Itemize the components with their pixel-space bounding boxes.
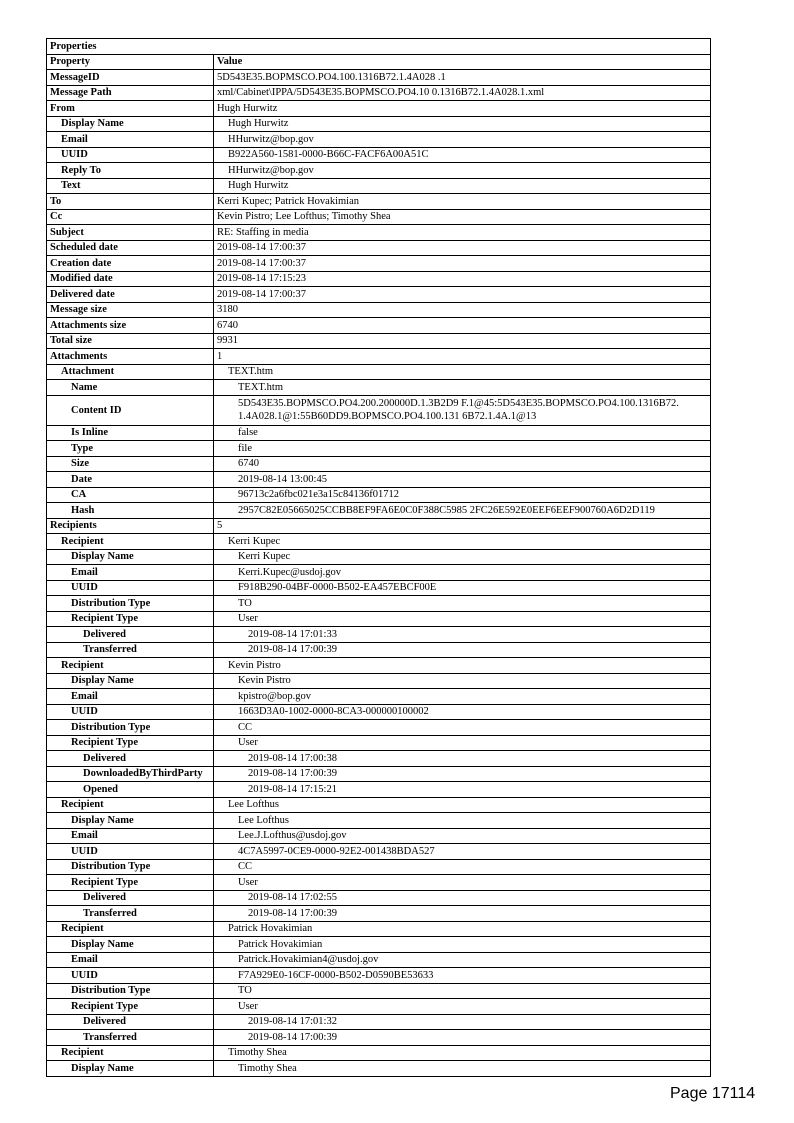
property-value: 1663D3A0-1002-0000-8CA3-000000100002 bbox=[214, 704, 711, 720]
property-name: Recipient bbox=[47, 797, 214, 813]
property-name: Delivered bbox=[47, 1014, 214, 1030]
property-name: Attachments size bbox=[47, 318, 214, 334]
table-row bbox=[47, 333, 711, 349]
properties-table-body bbox=[47, 39, 711, 1077]
property-name: Display Name bbox=[47, 1061, 214, 1077]
property-name: Delivered bbox=[47, 890, 214, 906]
property-value: TEXT.htm bbox=[214, 364, 711, 380]
table-row bbox=[47, 565, 711, 581]
property-value: Kerri.Kupec@usdoj.gov bbox=[214, 565, 711, 581]
table-row bbox=[47, 147, 711, 163]
property-value: TEXT.htm bbox=[214, 380, 711, 396]
table-row bbox=[47, 673, 711, 689]
property-value: Patrick Hovakimian bbox=[214, 937, 711, 953]
property-value: Patrick.Hovakimian4@usdoj.gov bbox=[214, 952, 711, 968]
table-row bbox=[47, 611, 711, 627]
property-value: User bbox=[214, 735, 711, 751]
table-row bbox=[47, 983, 711, 999]
property-value: 5 bbox=[214, 518, 711, 534]
property-name: Display Name bbox=[47, 673, 214, 689]
property-name: Date bbox=[47, 472, 214, 488]
table-row bbox=[47, 116, 711, 132]
property-name: UUID bbox=[47, 580, 214, 596]
property-value: 2019-08-14 17:00:39 bbox=[214, 766, 711, 782]
table-row bbox=[47, 704, 711, 720]
property-name: Email bbox=[47, 952, 214, 968]
table-row bbox=[47, 627, 711, 643]
property-value: 1 bbox=[214, 349, 711, 365]
property-value: xml/Cabinet\IPPA/5D543E35.BOPMSCO.PO4.10 0.1316B72.1.4A028.1.xml bbox=[214, 85, 711, 101]
property-name: Email bbox=[47, 132, 214, 148]
table-title-row bbox=[47, 39, 711, 55]
table-row bbox=[47, 890, 711, 906]
table-row bbox=[47, 85, 711, 101]
property-value: B922A560-1581-0000-B66C-FACF6A00A51C bbox=[214, 147, 711, 163]
property-value: Patrick Hovakimian bbox=[214, 921, 711, 937]
property-value: 6740 bbox=[214, 456, 711, 472]
property-value: Hugh Hurwitz bbox=[214, 178, 711, 194]
property-name: Recipient Type bbox=[47, 999, 214, 1015]
page-number: Page 17114 bbox=[670, 1085, 756, 1102]
property-name: DownloadedByThirdParty bbox=[47, 766, 214, 782]
property-value: Kevin Pistro bbox=[214, 658, 711, 674]
property-name: Attachments bbox=[47, 349, 214, 365]
property-value: Kerri Kupec bbox=[214, 534, 711, 550]
property-value: Kerri Kupec; Patrick Hovakimian bbox=[214, 194, 711, 210]
property-name: CA bbox=[47, 487, 214, 503]
property-name: Recipients bbox=[47, 518, 214, 534]
property-value: 2019-08-14 17:15:21 bbox=[214, 782, 711, 798]
table-row bbox=[47, 1061, 711, 1077]
table-row bbox=[47, 534, 711, 550]
table-row bbox=[47, 751, 711, 767]
property-name: Delivered bbox=[47, 751, 214, 767]
table-row bbox=[47, 70, 711, 86]
property-name: Content ID bbox=[47, 395, 214, 425]
table-row bbox=[47, 287, 711, 303]
table-row bbox=[47, 813, 711, 829]
property-value: 5D543E35.BOPMSCO.PO4.200.200000D.1.3B2D9 F.1@45:5D543E35.BOPMSCO.PO4.100.1316B72. 1.4A028.1@1:55B60DD9.BOPMSCO.PO4.100.131 6B72.1.4A.1@13 bbox=[214, 395, 711, 425]
property-value: User bbox=[214, 875, 711, 891]
table-row bbox=[47, 209, 711, 225]
property-value: Lee Lofthus bbox=[214, 797, 711, 813]
properties-table bbox=[46, 38, 711, 1077]
property-value: 3180 bbox=[214, 302, 711, 318]
property-value: kpistro@bop.gov bbox=[214, 689, 711, 705]
property-name: Recipient Type bbox=[47, 875, 214, 891]
property-value: Lee.J.Lofthus@usdoj.gov bbox=[214, 828, 711, 844]
table-header-row bbox=[47, 54, 711, 70]
table-row bbox=[47, 782, 711, 798]
property-name: Reply To bbox=[47, 163, 214, 179]
property-value: 9931 bbox=[214, 333, 711, 349]
table-row bbox=[47, 380, 711, 396]
table-row bbox=[47, 766, 711, 782]
property-name: Recipient Type bbox=[47, 735, 214, 751]
property-name: Size bbox=[47, 456, 214, 472]
property-value: TO bbox=[214, 596, 711, 612]
table-row bbox=[47, 271, 711, 287]
property-name: Email bbox=[47, 689, 214, 705]
property-name: Text bbox=[47, 178, 214, 194]
property-name: Message Path bbox=[47, 85, 214, 101]
property-value: 2019-08-14 17:00:38 bbox=[214, 751, 711, 767]
property-name: Modified date bbox=[47, 271, 214, 287]
table-row bbox=[47, 999, 711, 1015]
property-value: Timothy Shea bbox=[214, 1061, 711, 1077]
table-row bbox=[47, 952, 711, 968]
table-row bbox=[47, 318, 711, 334]
property-value: 4C7A5997-0CE9-0000-92E2-001438BDA527 bbox=[214, 844, 711, 860]
table-row bbox=[47, 395, 711, 425]
table-row bbox=[47, 875, 711, 891]
property-name: Display Name bbox=[47, 549, 214, 565]
table-row bbox=[47, 580, 711, 596]
property-name: Recipient bbox=[47, 658, 214, 674]
column-header-value: Value bbox=[214, 54, 711, 70]
property-value: CC bbox=[214, 720, 711, 736]
property-value: CC bbox=[214, 859, 711, 875]
table-row bbox=[47, 642, 711, 658]
property-name: Transferred bbox=[47, 1030, 214, 1046]
table-row bbox=[47, 859, 711, 875]
property-name: Attachment bbox=[47, 364, 214, 380]
property-name: MessageID bbox=[47, 70, 214, 86]
property-name: Distribution Type bbox=[47, 720, 214, 736]
property-name: Transferred bbox=[47, 906, 214, 922]
property-name: Email bbox=[47, 565, 214, 581]
table-row bbox=[47, 1030, 711, 1046]
property-name: Recipient bbox=[47, 921, 214, 937]
property-value: F918B290-04BF-0000-B502-EA457EBCF00E bbox=[214, 580, 711, 596]
table-row bbox=[47, 968, 711, 984]
table-row bbox=[47, 101, 711, 117]
table-row bbox=[47, 844, 711, 860]
table-row bbox=[47, 425, 711, 441]
property-value: Kerri Kupec bbox=[214, 549, 711, 565]
property-value: Kevin Pistro bbox=[214, 673, 711, 689]
table-row bbox=[47, 349, 711, 365]
property-name: Distribution Type bbox=[47, 596, 214, 612]
property-value: Hugh Hurwitz bbox=[214, 116, 711, 132]
table-row bbox=[47, 240, 711, 256]
property-value: 2019-08-14 17:02:55 bbox=[214, 890, 711, 906]
property-value: 2019-08-14 17:01:33 bbox=[214, 627, 711, 643]
property-value: false bbox=[214, 425, 711, 441]
property-value: 2019-08-14 13:00:45 bbox=[214, 472, 711, 488]
table-row bbox=[47, 178, 711, 194]
property-value: TO bbox=[214, 983, 711, 999]
property-value: F7A929E0-16CF-0000-B502-D0590BE53633 bbox=[214, 968, 711, 984]
property-name: Delivered date bbox=[47, 287, 214, 303]
property-value: Timothy Shea bbox=[214, 1045, 711, 1061]
property-value: 2019-08-14 17:00:37 bbox=[214, 256, 711, 272]
property-name: Is Inline bbox=[47, 425, 214, 441]
property-value: 96713c2a6fbc021e3a15c84136f01712 bbox=[214, 487, 711, 503]
property-name: Distribution Type bbox=[47, 983, 214, 999]
property-name: Scheduled date bbox=[47, 240, 214, 256]
property-name: Creation date bbox=[47, 256, 214, 272]
property-value: HHurwitz@bop.gov bbox=[214, 132, 711, 148]
property-name: Display Name bbox=[47, 813, 214, 829]
table-row bbox=[47, 302, 711, 318]
property-name: Distribution Type bbox=[47, 859, 214, 875]
property-value: 2019-08-14 17:00:39 bbox=[214, 906, 711, 922]
property-name: Opened bbox=[47, 782, 214, 798]
property-value: 2019-08-14 17:00:37 bbox=[214, 287, 711, 303]
table-row bbox=[47, 906, 711, 922]
property-value: 5D543E35.BOPMSCO.PO4.100.1316B72.1.4A028 .1 bbox=[214, 70, 711, 86]
property-name: UUID bbox=[47, 147, 214, 163]
property-name: Message size bbox=[47, 302, 214, 318]
table-row bbox=[47, 549, 711, 565]
property-name: Subject bbox=[47, 225, 214, 241]
property-name: Recipient bbox=[47, 1045, 214, 1061]
table-row bbox=[47, 456, 711, 472]
property-value: Lee Lofthus bbox=[214, 813, 711, 829]
table-row bbox=[47, 518, 711, 534]
table-row bbox=[47, 487, 711, 503]
property-name: From bbox=[47, 101, 214, 117]
property-name: Name bbox=[47, 380, 214, 396]
property-value: 6740 bbox=[214, 318, 711, 334]
property-value: 2019-08-14 17:00:37 bbox=[214, 240, 711, 256]
table-row bbox=[47, 194, 711, 210]
property-value: User bbox=[214, 611, 711, 627]
property-value: 2019-08-14 17:01:32 bbox=[214, 1014, 711, 1030]
table-row bbox=[47, 658, 711, 674]
property-name: UUID bbox=[47, 844, 214, 860]
property-value: file bbox=[214, 441, 711, 457]
table-row bbox=[47, 689, 711, 705]
table-row bbox=[47, 441, 711, 457]
table-row bbox=[47, 1014, 711, 1030]
table-row bbox=[47, 828, 711, 844]
table-row bbox=[47, 596, 711, 612]
table-row bbox=[47, 1045, 711, 1061]
property-name: Transferred bbox=[47, 642, 214, 658]
table-row bbox=[47, 256, 711, 272]
property-name: Hash bbox=[47, 503, 214, 519]
property-name: Type bbox=[47, 441, 214, 457]
table-row bbox=[47, 132, 711, 148]
property-value: Hugh Hurwitz bbox=[214, 101, 711, 117]
table-row bbox=[47, 503, 711, 519]
table-row bbox=[47, 163, 711, 179]
property-value: RE: Staffing in media bbox=[214, 225, 711, 241]
table-row bbox=[47, 735, 711, 751]
property-name: Email bbox=[47, 828, 214, 844]
table-title: Properties bbox=[47, 39, 711, 55]
table-row bbox=[47, 225, 711, 241]
table-row bbox=[47, 937, 711, 953]
property-name: Display Name bbox=[47, 116, 214, 132]
table-row bbox=[47, 921, 711, 937]
property-name: UUID bbox=[47, 968, 214, 984]
table-row bbox=[47, 364, 711, 380]
column-header-property: Property bbox=[47, 54, 214, 70]
property-value: 2019-08-14 17:15:23 bbox=[214, 271, 711, 287]
property-name: UUID bbox=[47, 704, 214, 720]
property-value: 2019-08-14 17:00:39 bbox=[214, 642, 711, 658]
property-value: 2019-08-14 17:00:39 bbox=[214, 1030, 711, 1046]
property-value: 2957C82E05665025CCBB8EF9FA6E0C0F388C5985 2FC26E592E0EEF6EEF900760A6D2D119 bbox=[214, 503, 711, 519]
property-value: User bbox=[214, 999, 711, 1015]
property-name: Total size bbox=[47, 333, 214, 349]
table-row bbox=[47, 720, 711, 736]
property-name: Recipient Type bbox=[47, 611, 214, 627]
property-name: To bbox=[47, 194, 214, 210]
property-value: HHurwitz@bop.gov bbox=[214, 163, 711, 179]
property-value: Kevin Pistro; Lee Lofthus; Timothy Shea bbox=[214, 209, 711, 225]
property-name: Recipient bbox=[47, 534, 214, 550]
property-name: Cc bbox=[47, 209, 214, 225]
property-name: Display Name bbox=[47, 937, 214, 953]
table-row bbox=[47, 797, 711, 813]
property-name: Delivered bbox=[47, 627, 214, 643]
table-row bbox=[47, 472, 711, 488]
